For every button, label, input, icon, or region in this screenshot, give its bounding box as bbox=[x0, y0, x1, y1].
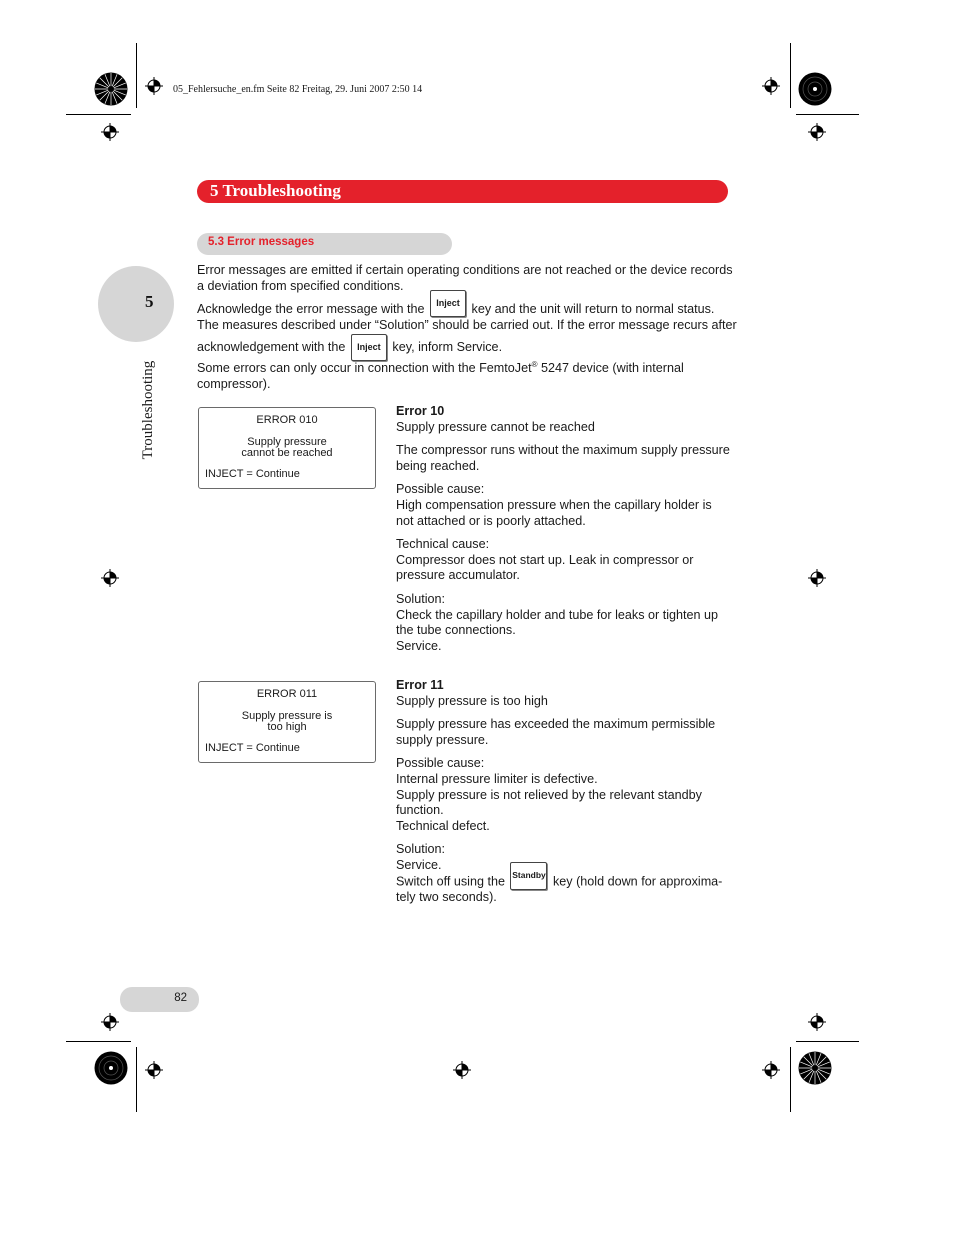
registration-target-icon bbox=[145, 77, 163, 95]
crop-mark bbox=[66, 1041, 131, 1042]
chapter-tab-number: 5 bbox=[145, 292, 154, 311]
error-subtitle: Supply pressure is too high bbox=[396, 693, 548, 708]
registered-mark: ® bbox=[531, 360, 538, 369]
display-error-code: ERROR 011 bbox=[256, 688, 318, 700]
standby-key-label: Standby bbox=[512, 869, 546, 880]
crop-mark bbox=[796, 1041, 859, 1042]
star-target-icon bbox=[798, 72, 832, 106]
error-text: Internal pressure limiter is defective. bbox=[396, 771, 598, 786]
error-text: Service. bbox=[396, 857, 442, 872]
chapter-heading-bar bbox=[197, 180, 728, 203]
error-display-box bbox=[198, 407, 376, 489]
registration-target-icon bbox=[101, 1013, 119, 1031]
error-text: The compressor runs without the maximum supply pressure being reached. bbox=[396, 443, 730, 473]
error-title: Error 10 bbox=[396, 404, 445, 418]
error-title: Error 11 bbox=[396, 678, 444, 692]
display-line: Supply pressure bbox=[247, 436, 327, 448]
error-label: Solution: bbox=[396, 842, 446, 857]
error-text bbox=[396, 869, 731, 906]
registration-target-icon bbox=[808, 1013, 826, 1031]
display-action: INJECT = Continue bbox=[205, 742, 300, 754]
display-action: INJECT = Continue bbox=[205, 468, 300, 480]
page-number-tab bbox=[120, 987, 199, 1012]
error-label: Technical cause: bbox=[396, 537, 490, 552]
crop-mark bbox=[66, 114, 131, 115]
intro-text: key and the unit will return to normal status. The measures described under “Solution” should be carried out. If the error message recurs after acknowledgement with the bbox=[197, 302, 737, 354]
crop-mark bbox=[790, 43, 791, 108]
registration-target-icon bbox=[808, 569, 826, 587]
registration-target-icon bbox=[145, 1061, 163, 1079]
chapter-tab bbox=[98, 266, 174, 342]
error-display-box bbox=[198, 681, 376, 763]
intro-paragraph-3 bbox=[197, 357, 737, 393]
intro-text: Acknowledge the error message with the bbox=[197, 302, 425, 316]
error-text-part: Switch off using the bbox=[396, 873, 505, 888]
intro-paragraph-1: Error messages are emitted if certain operating conditions are not reached or the device records a deviation from specified conditions. bbox=[197, 263, 733, 293]
error-text-part: key (hold down for approxima-tely two seconds). bbox=[396, 873, 723, 904]
error-label: Possible cause: bbox=[396, 756, 485, 771]
crop-mark bbox=[136, 1047, 137, 1112]
chapter-side-label: Troubleshooting bbox=[140, 360, 156, 460]
section-heading-bar bbox=[197, 233, 452, 255]
error-description bbox=[396, 678, 731, 905]
error-label: Possible cause: bbox=[396, 482, 485, 497]
error-text: Technical defect. bbox=[396, 818, 490, 833]
error-description bbox=[396, 404, 731, 654]
error-text: Compressor does not start up. Leak in compressor or pressure accumulator. bbox=[396, 552, 694, 583]
display-line: too high bbox=[267, 721, 307, 733]
display-line: cannot be reached bbox=[241, 447, 333, 459]
section-title: 5.3 Error messages bbox=[208, 236, 315, 248]
error-text: Supply pressure is not relieved by the relevant standby function. bbox=[396, 787, 702, 818]
crop-mark bbox=[136, 43, 137, 108]
error-label: Solution: bbox=[396, 591, 446, 606]
error-text: Supply pressure has exceeded the maximum permissible supply pressure. bbox=[396, 717, 716, 747]
intro-text: 5247 device (with internal compressor). bbox=[197, 361, 684, 391]
error-text: Check the capillary holder and tube for leaks or tighten up the tube connections. bbox=[396, 607, 719, 638]
registration-target-icon bbox=[453, 1061, 471, 1079]
intro-paragraph-2 bbox=[197, 298, 737, 361]
inject-key-label: Inject bbox=[436, 298, 460, 309]
file-header: 05_Fehlersuche_en.fm Seite 82 Freitag, 29. Juni 2007 2:50 14 bbox=[173, 84, 423, 95]
display-line: Supply pressure is bbox=[241, 710, 333, 722]
intro-text: Some errors can only occur in connection with the FemtoJet bbox=[197, 361, 532, 376]
error-text: Service. bbox=[396, 638, 442, 653]
star-target-icon bbox=[94, 72, 128, 106]
registration-target-icon bbox=[101, 569, 119, 587]
registration-target-icon bbox=[808, 123, 826, 141]
registration-target-icon bbox=[101, 123, 119, 141]
inject-key-icon bbox=[430, 290, 466, 317]
registration-target-icon bbox=[762, 1061, 780, 1079]
star-target-icon bbox=[94, 1051, 128, 1085]
error-text: High compensation pressure when the capillary holder is not attached or is poorly attached. bbox=[396, 497, 712, 528]
display-error-code: ERROR 010 bbox=[256, 414, 318, 426]
error-subtitle: Supply pressure cannot be reached bbox=[396, 419, 595, 434]
registration-target-icon bbox=[762, 77, 780, 95]
inject-key-label: Inject bbox=[357, 341, 381, 352]
chapter-title: 5 Troubleshooting bbox=[210, 181, 341, 200]
crop-mark bbox=[796, 114, 859, 115]
standby-key-icon bbox=[510, 862, 547, 890]
intro-text: key, inform Service. bbox=[392, 339, 503, 354]
star-target-icon bbox=[798, 1051, 832, 1085]
crop-mark bbox=[790, 1047, 791, 1112]
page-number: 82 bbox=[174, 992, 187, 1004]
